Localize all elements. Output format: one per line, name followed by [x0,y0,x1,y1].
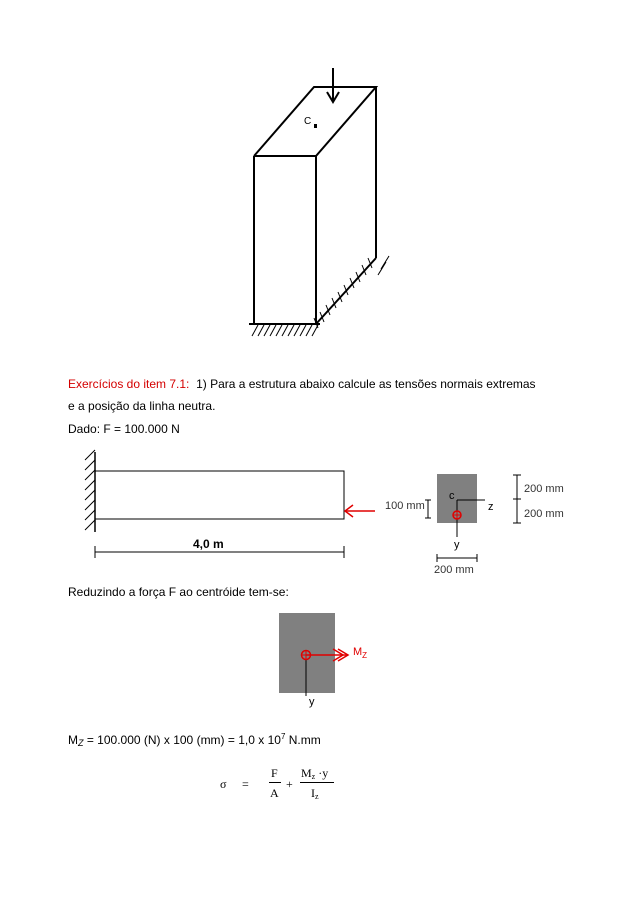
reduced-section-figure [0,608,638,708]
moment-eq-unit: N.mm [285,733,321,747]
ground-hatching [252,325,318,336]
moment-eq-rhs: = 100.000 (N) x 100 (mm) = 1,0 x 10 [83,733,281,747]
moment-eq-lhs-sub: Z [78,738,84,748]
fraction1-numerator: F [271,766,278,780]
axis-y-label: y [454,539,460,551]
exercise-statement-line1 [68,377,536,392]
moment-eq-exponent: 7 [280,732,286,741]
exercise-heading: Exercícios do item 7.1: [68,377,190,391]
fraction1-denominator: A [270,786,279,800]
wall-hatching [85,450,95,530]
fraction2-numerator: Mz ·y [301,766,329,781]
height-bottom-label: 200 mm [524,508,564,520]
fraction1-bar [269,782,281,783]
axis-z-label: z [488,501,494,513]
reduced-axis-y-label: y [309,696,315,708]
reduced-cross-section [279,613,335,693]
sigma-symbol: σ [220,777,227,791]
point-c-marker [314,124,317,128]
moment-label: $M_Z$ [353,646,368,660]
plus-sign: + [286,777,293,791]
exercise-statement-line2: e a posição da linha neutra. [68,399,216,413]
width-label: 200 mm [434,564,474,576]
beam [95,471,344,519]
equals-sign: = [242,777,249,791]
stress-formula [220,760,370,810]
beam-figure [0,440,638,580]
offset-label: 100 mm [385,500,425,512]
load-arrow [327,68,339,102]
reduction-text: Reduzindo a força F ao centróide tem-se: [68,585,289,599]
force-arrow [345,505,375,517]
moment-equation [68,729,321,749]
point-c-label: C [304,116,312,127]
fraction2-bar [300,782,334,783]
column-figure [0,0,638,360]
fraction2-denominator: Iz [311,786,319,801]
section-c-label: c [449,490,455,502]
given-data: Dado: F = 100.000 N [68,422,180,436]
beam-length-label: 4,0 m [193,537,224,551]
exercise-statement: 1) Para a estrutura abaixo calcule as tensões normais extremas [196,377,536,391]
moment-eq-lhs: M [68,733,78,747]
height-top-label: 200 mm [524,483,564,495]
